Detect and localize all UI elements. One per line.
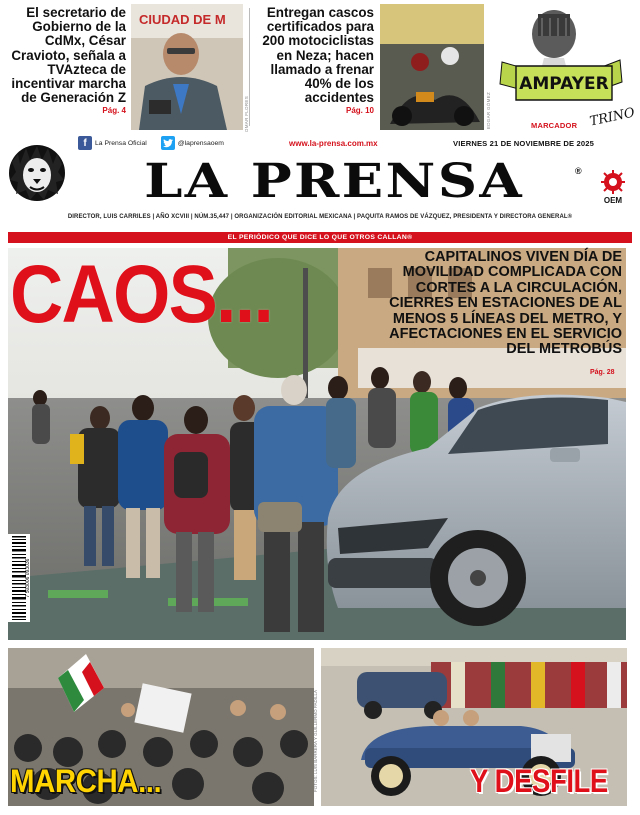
oem-label: OEM [603, 196, 623, 205]
teaser-1-headline: El secretario de Gobierno de la CdMx, César Cravioto, señala a TVAzteca de incentivar marcha de Generación Z [11, 5, 126, 106]
teaser-2-credit: EDGAR GÓMEZ [486, 92, 491, 130]
cartoon-signature: TRINO [588, 105, 637, 130]
teaser-band [0, 0, 640, 134]
social-links [78, 136, 224, 150]
cartoon[interactable] [494, 4, 636, 132]
teaser-1-credit: OMAR FLORES [244, 96, 249, 133]
twitter-icon[interactable] [161, 136, 175, 150]
barcode-number: 7 503006 093036 [25, 558, 31, 598]
registered-mark: ® [575, 166, 582, 176]
lion-logo-icon [8, 142, 66, 204]
masthead-title[interactable]: LA PRENSA [144, 154, 525, 209]
teaser-2-photo [380, 4, 484, 130]
teaser-2-page: Pág. 10 [345, 106, 374, 116]
facebook-icon[interactable]: f [78, 136, 92, 150]
issue-date: VIERNES 21 DE NOVIEMBRE DE 2025 [453, 139, 594, 148]
teaser-1-photo [131, 4, 243, 130]
teaser-1[interactable] [4, 6, 126, 116]
barcode [8, 534, 30, 622]
teaser-1-sign: CIUDAD DE M [139, 12, 226, 27]
cartoon-banner: AMPAYER [519, 74, 609, 94]
teaser-2[interactable] [252, 6, 374, 116]
oem-logo [598, 170, 628, 206]
main-deck: CAPITALINOS VIVEN DÍA DE MOVILIDAD COMPLICADA CON CORTES A LA CIRCULACIÓN, CIERRES EN ESTACIONES DE AL MENOS 5 LÍNEAS DEL METRO, Y AFECTACIONES EN EL SERVICIO DEL METROBÚS [389, 249, 622, 358]
cartoon-section: MARCADOR [531, 121, 578, 130]
divider [249, 8, 250, 126]
twitter-handle[interactable]: @laprensaoem [177, 139, 224, 147]
facebook-handle[interactable]: La Prensa Oficial [95, 139, 147, 147]
slogan-bar: EL PERIÓDICO QUE DICE LO QUE OTROS CALLAN® [8, 232, 632, 243]
masthead-credits: DIRECTOR, LUIS CARRILES | AÑO XCVIII | NÚM.35,447 | ORGANIZACIÓN EDITORIAL MEXICANA | PAQUITA RAMOS DE VÁZQUEZ, PRESIDENTA Y DIRECTORA GENERAL® [67, 214, 573, 220]
bottom-photo-credit: FOTOS: LUIS BARRERA Y GUILLERMO PADILLA [313, 690, 318, 792]
teaser-1-page: Pág. 4 [102, 106, 126, 116]
website-link[interactable]: www.la-prensa.com.mx [289, 139, 378, 148]
teaser-2-headline: Entregan cascos certificados para 200 motociclistas en Neza; hacen llamado a frenar 40% de los accidentes [262, 5, 374, 106]
march-label[interactable]: MARCHA... [10, 763, 162, 799]
main-page: Pág. 28 [590, 369, 615, 376]
parade-label[interactable]: Y DESFILE [470, 763, 608, 799]
main-headline[interactable]: CAOS... [10, 249, 273, 340]
